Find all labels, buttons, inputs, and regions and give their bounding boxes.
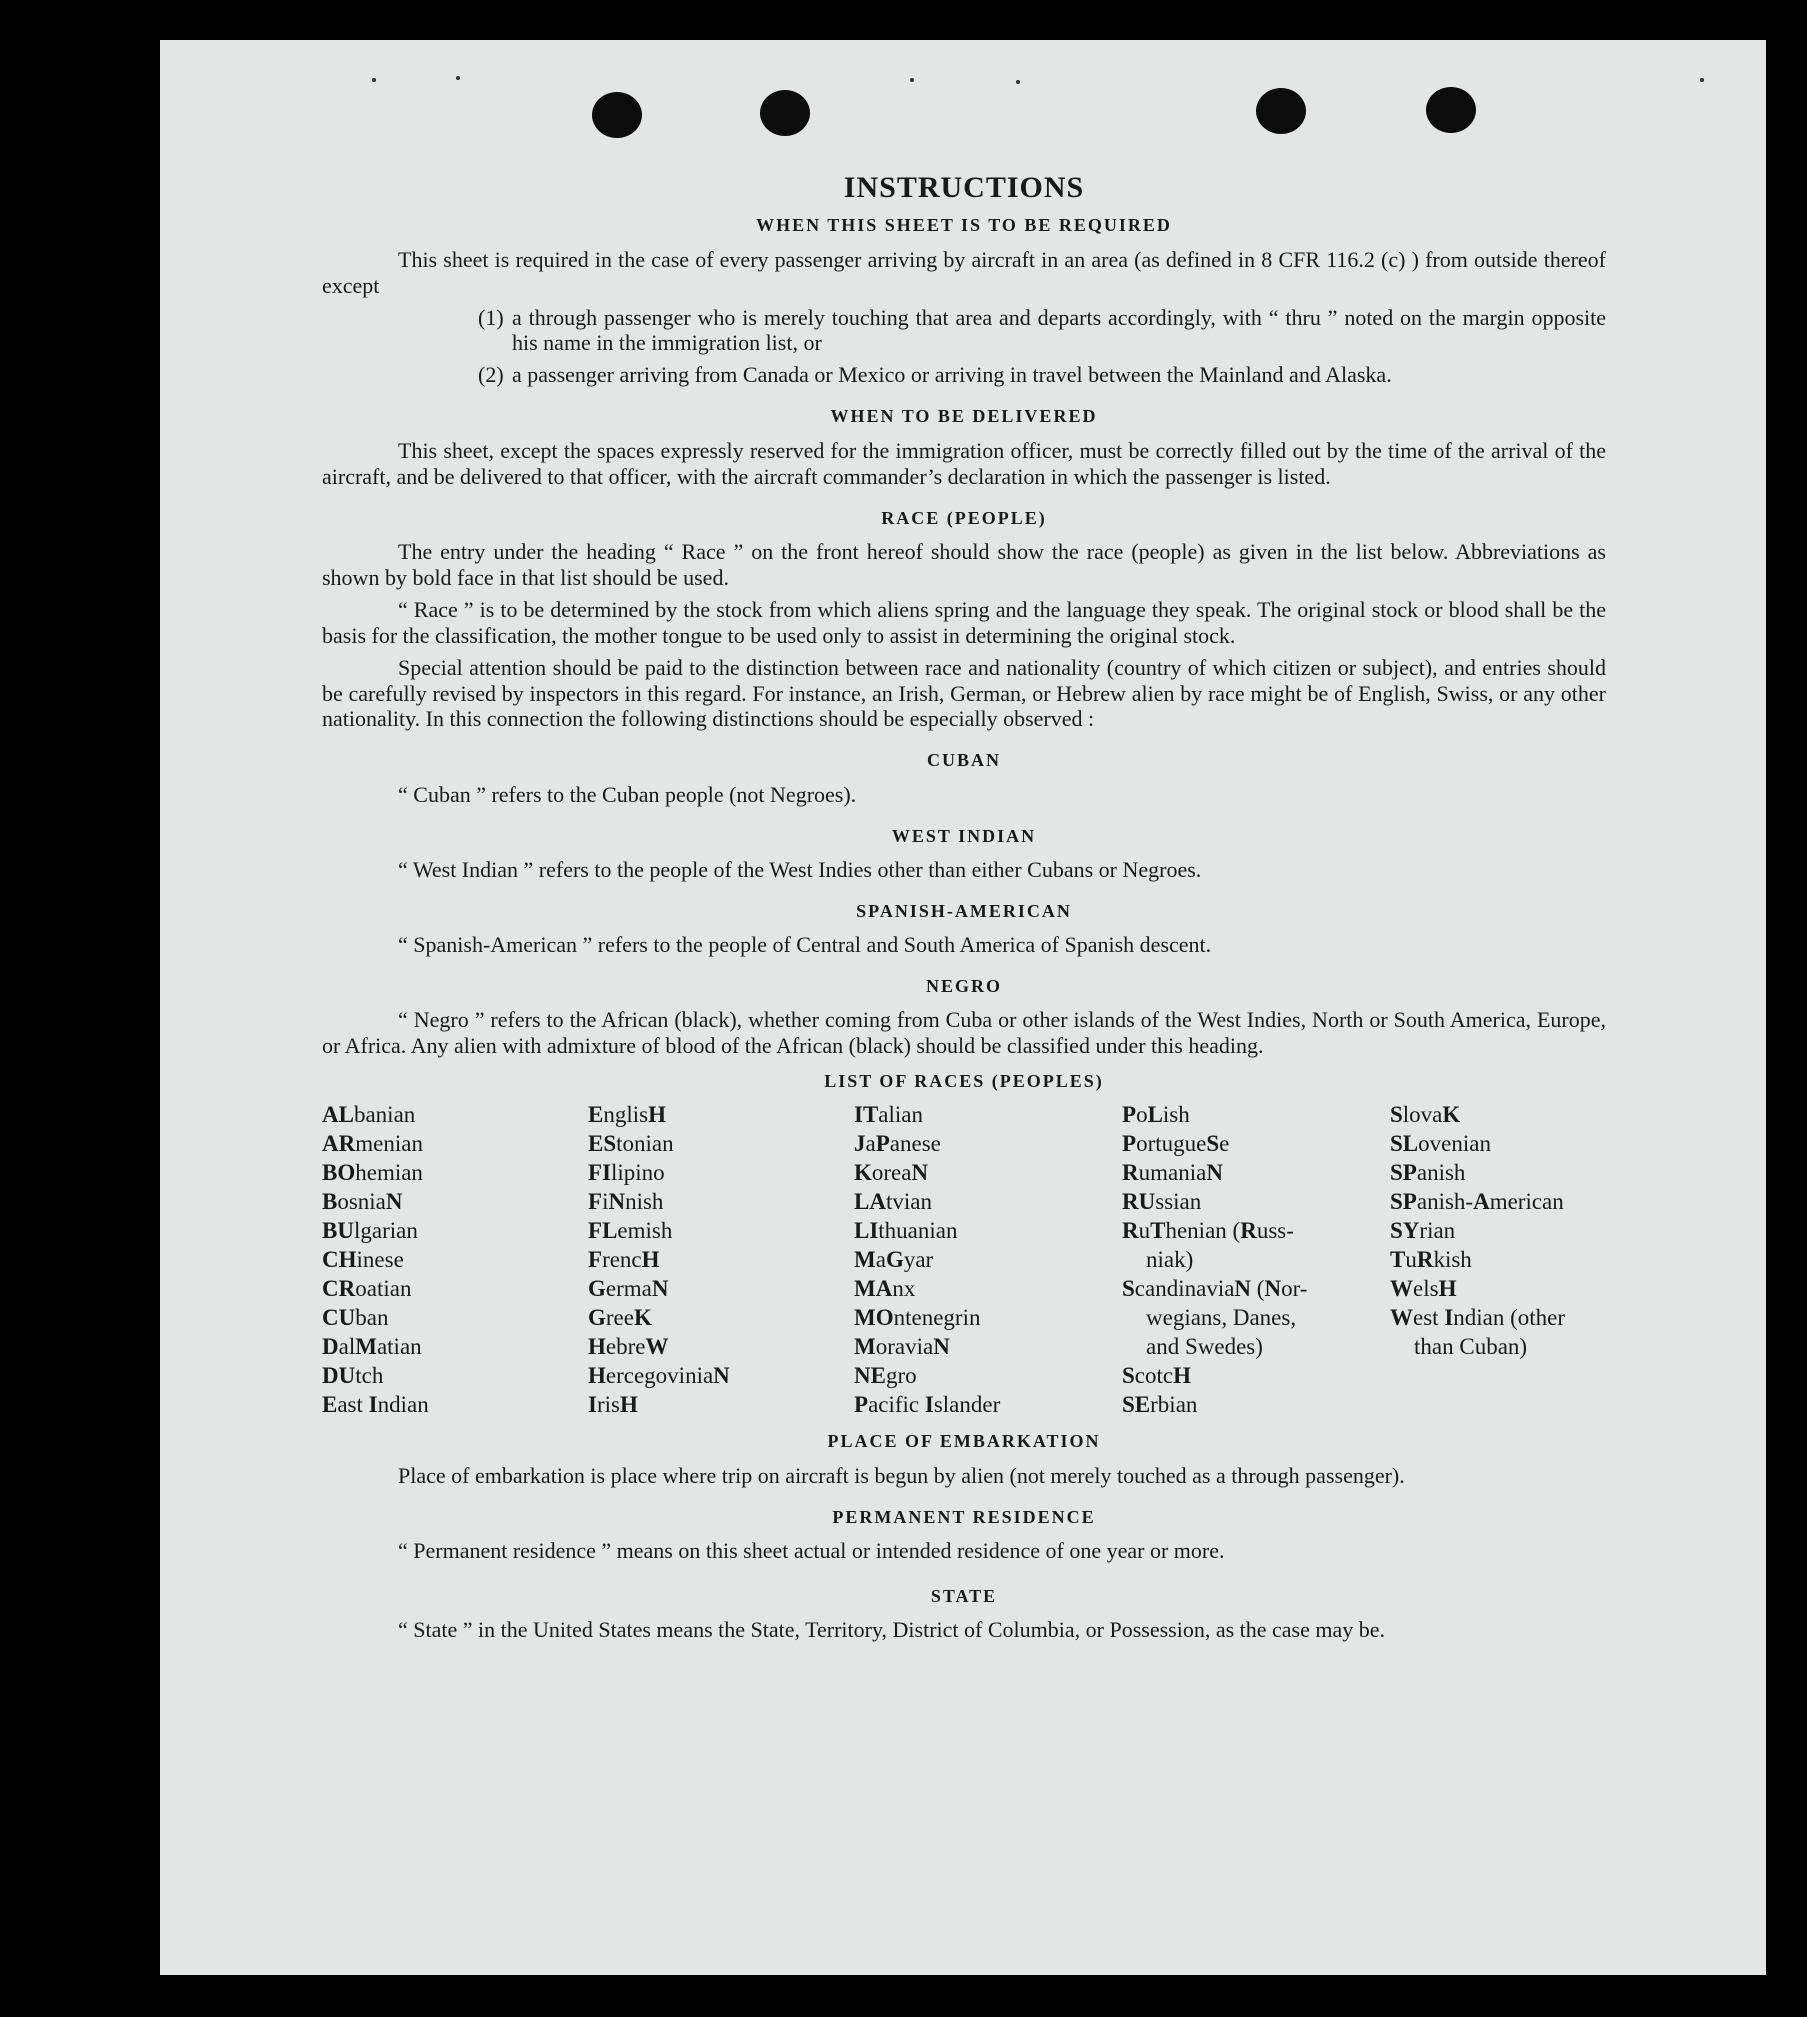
list-item (322, 305, 1606, 357)
punch-hole (760, 90, 810, 136)
race-entry: MaGyar (854, 1247, 934, 1273)
race-entry: East Indian (322, 1392, 429, 1418)
race-entry: ITalian (854, 1102, 923, 1128)
embarkation-text: Place of embarkation is place where trip on aircraft is begun by alien (not merely touched as a through passenger). (398, 1462, 1405, 1488)
section-heading-residence: PERMANENT RESIDENCE (832, 1506, 1096, 1527)
race-entry: CUban (322, 1305, 389, 1331)
race-entry: DUtch (322, 1363, 384, 1389)
race-entry: SErbian (1122, 1392, 1198, 1418)
section-heading-race-list: LIST OF RACES (PEOPLES) (824, 1071, 1104, 1092)
punch-hole (592, 92, 642, 138)
race-entry: SlovaK (1390, 1102, 1461, 1128)
section-heading-race: RACE (PEOPLE) (881, 507, 1047, 528)
section-heading-spanish-american: SPANISH-AMERICAN (856, 900, 1072, 921)
item-text: a passenger arriving from Canada or Mexico or arriving in travel between the Mainland and Alaska. (512, 362, 1392, 388)
race-entry-continuation: and Swedes) (1146, 1334, 1263, 1360)
race-entry: RumaniaN (1122, 1160, 1223, 1186)
section-heading-embarkation: PLACE OF EMBARKATION (827, 1431, 1101, 1452)
race-entry: ALbanian (322, 1102, 416, 1128)
race-entry: LAtvian (854, 1189, 932, 1215)
section-heading-delivered: WHEN TO BE DELIVERED (830, 406, 1098, 427)
race-entry: SLovenian (1390, 1131, 1491, 1157)
state-text: “ State ” in the United States means the State, Territory, District of Columbia, or Possession, as the case may be. (398, 1616, 1386, 1642)
residence-text: “ Permanent residence ” means on this sheet actual or intended residence of one year or more. (398, 1537, 1225, 1563)
race-entry: LIthuanian (854, 1218, 958, 1244)
punch-hole (1256, 88, 1306, 134)
race-column (1122, 1100, 1390, 1419)
race-entry: PortugueSe (1122, 1131, 1230, 1157)
list-item (322, 362, 1606, 388)
race-entry: West Indian (other (1390, 1305, 1566, 1331)
race-entry: Pacific Islander (854, 1392, 1001, 1418)
race-entry: GreeK (588, 1305, 652, 1331)
race-entry: CHinese (322, 1247, 404, 1273)
race-column (588, 1100, 854, 1419)
race-entry: MoraviaN (854, 1334, 950, 1360)
race-entry: ARmenian (322, 1131, 423, 1157)
race-column (322, 1100, 588, 1419)
speck (1016, 80, 1020, 84)
race-entry: NEgro (854, 1363, 917, 1389)
race-entry: FiNnish (588, 1189, 664, 1215)
section-heading-negro: NEGRO (925, 976, 1002, 996)
speck (372, 78, 376, 82)
section-heading-required: WHEN THIS SHEET IS TO BE REQUIRED (756, 215, 1172, 236)
race-entry-continuation: niak) (1146, 1247, 1194, 1273)
race-paragraph-2: “ Race ” is to be determined by the stock from which aliens spring and the language they speak. The original stock or blood shall be the basis for the classification, the mother tongue to be used only to assist in determining the original stock. (322, 596, 1606, 648)
item-number: (2) (478, 362, 504, 388)
document-page (160, 40, 1766, 1975)
cuban-text: “ Cuban ” refers to the Cuban people (not Negroes). (398, 781, 857, 807)
punch-hole (1426, 87, 1476, 133)
race-entry: BUlgarian (322, 1218, 418, 1244)
page-title: INSTRUCTIONS (843, 171, 1085, 204)
race-entry: ScotcH (1122, 1363, 1191, 1389)
speck (1700, 78, 1704, 82)
race-entry: HercegoviniaN (588, 1363, 730, 1389)
race-entry: SYrian (1390, 1218, 1456, 1244)
race-entry: FrencH (588, 1247, 660, 1273)
race-entry: FLemish (588, 1218, 673, 1244)
race-list (322, 1100, 1606, 1419)
race-entry: RUssian (1122, 1189, 1202, 1215)
race-entry: TuRkish (1390, 1247, 1472, 1273)
item-number: (1) (478, 304, 504, 330)
race-entry: EStonian (588, 1131, 674, 1157)
race-entry: WelsH (1390, 1276, 1457, 1302)
delivered-paragraph: This sheet, except the spaces expressly reserved for the immigration officer, must be correctly filled out by the time of the arrival of the aircraft, and be delivered to that officer, with the aircraft commander’s declaration in which the passenger is listed. (322, 437, 1606, 489)
race-entry: BOhemian (322, 1160, 423, 1186)
race-entry: RuThenian (Russ- (1122, 1218, 1294, 1244)
race-column (1390, 1100, 1606, 1419)
race-entry: SPanish (1390, 1160, 1466, 1186)
spanish-american-text: “ Spanish-American ” refers to the people of Central and South America of Spanish descent. (398, 932, 1212, 958)
race-entry-continuation: than Cuban) (1414, 1334, 1528, 1360)
race-entry-continuation: wegians, Danes, (1146, 1305, 1297, 1331)
race-entry: DalMatian (322, 1334, 422, 1360)
required-paragraph: This sheet is required in the case of every passenger arriving by aircraft in an area (as defined in 8 CFR 116.2 (c) ) from outside thereof except (322, 246, 1606, 298)
race-entry: PoLish (1122, 1102, 1190, 1128)
section-heading-west-indian: WEST INDIAN (891, 825, 1037, 846)
speck (456, 76, 460, 80)
section-heading-cuban: CUBAN (926, 750, 1001, 771)
speck (910, 78, 914, 82)
race-entry: CRoatian (322, 1276, 412, 1302)
race-entry: GermaN (588, 1276, 669, 1302)
west-indian-text: “ West Indian ” refers to the people of the West Indies other than either Cubans or Negroes. (398, 856, 1202, 882)
race-entry: BosniaN (322, 1189, 403, 1215)
section-heading-state: STATE (930, 1585, 998, 1606)
race-paragraph-1: The entry under the heading “ Race ” on the front hereof should show the race (people) as given in the list below. Abbreviations as shown by bold face in that list should be used. (322, 538, 1606, 590)
race-entry: MAnx (854, 1276, 916, 1302)
race-entry: KoreaN (854, 1160, 929, 1186)
race-entry: EnglisH (588, 1102, 666, 1128)
negro-text: “ Negro ” refers to the African (black), whether coming from Cuba or other islands of the West Indies, North or South America, Europe, or Africa. Any alien with admixture of blood of the African (black) should be classified under this heading. (322, 1007, 1606, 1059)
race-entry: FIlipino (588, 1160, 665, 1186)
race-entry: SPanish-American (1390, 1189, 1564, 1215)
instructions-content (322, 170, 1606, 1643)
race-entry: HebreW (588, 1334, 669, 1360)
race-column (854, 1100, 1122, 1419)
race-entry: MOntenegrin (854, 1305, 981, 1331)
item-text: a through passenger who is merely touching that area and departs accordingly, with “ thru ” noted on the margin opposite his name in the immigration list, or (512, 304, 1606, 356)
race-entry: IrisH (588, 1392, 638, 1418)
race-paragraph-3: Special attention should be paid to the distinction between race and nationality (country of which citizen or subject), and entries should be carefully revised by inspectors in this regard. For instance, an Irish, German, or Hebrew alien by race might be of English, Swiss, or any other nationality. In this connection the following distinctions should be especially observed : (322, 654, 1606, 732)
race-entry: ScandinaviaN (Nor- (1122, 1276, 1308, 1302)
race-entry: JaPanese (854, 1131, 941, 1157)
